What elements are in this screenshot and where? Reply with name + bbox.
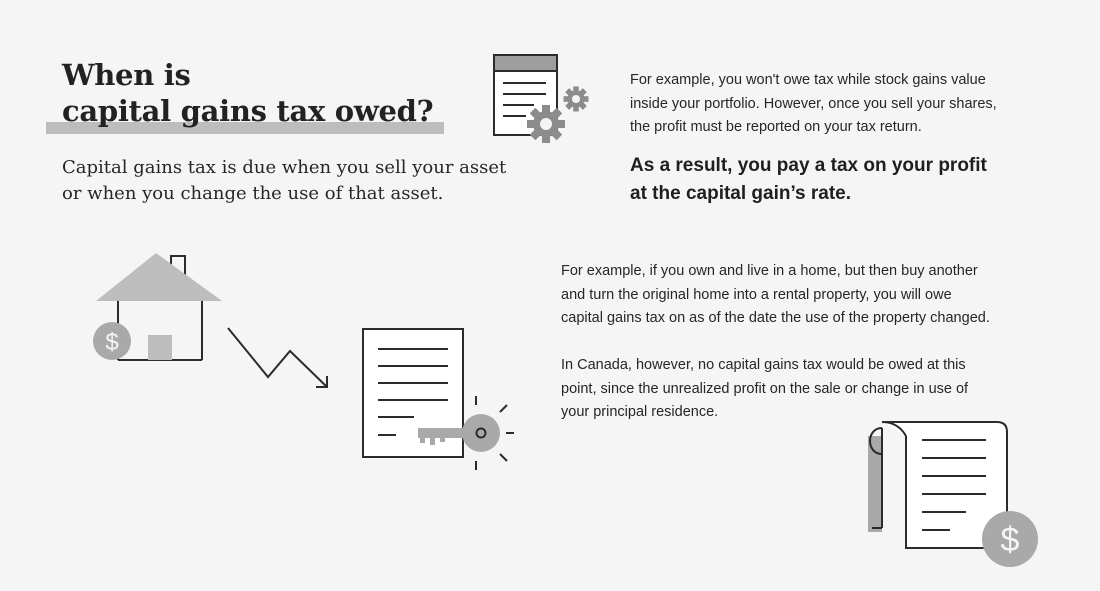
scroll-dollar-icon bbox=[862, 416, 1044, 572]
canada-note-line-3: your principal residence. bbox=[561, 404, 719, 420]
home-example-line-2: and turn the original home into a rental property, you will owe bbox=[561, 286, 952, 303]
zigzag-arrow-icon bbox=[224, 324, 334, 394]
contract-key-icon bbox=[356, 322, 520, 482]
house-dollar-icon bbox=[88, 248, 228, 368]
home-example-text bbox=[561, 260, 1041, 331]
canada-note-text bbox=[561, 354, 1041, 425]
canada-note-line-1: In Canada, however, no capital gains tax would be owed at this bbox=[561, 357, 966, 373]
canada-note-line-2: point, since the unrealized profit on the sale or change in use of bbox=[561, 380, 969, 397]
house-dollar-sign: $ bbox=[105, 329, 119, 356]
result-line-1: As a result, you pay a tax on your profit bbox=[630, 155, 987, 176]
document-gears-icon bbox=[488, 50, 598, 148]
intro-line-1: Capital gains tax is due when you sell your asset bbox=[62, 157, 507, 178]
stock-example-line-3: the profit must be reported on your tax return. bbox=[630, 119, 922, 135]
result-statement bbox=[630, 152, 987, 208]
scroll-dollar-sign: $ bbox=[1000, 521, 1020, 559]
title-line-1: When is bbox=[62, 58, 191, 92]
stock-example-text bbox=[630, 69, 1050, 140]
title-line-2: capital gains tax owed? bbox=[62, 94, 434, 128]
intro-text bbox=[62, 155, 532, 207]
stock-example-line-2: inside your portfolio. However, once you sell your shares, bbox=[630, 95, 997, 112]
intro-line-2: or when you change the use of that asset. bbox=[62, 183, 444, 204]
result-line-2: at the capital gain’s rate. bbox=[630, 183, 852, 204]
stock-example-line-1: For example, you won't owe tax while stock gains value bbox=[630, 72, 986, 88]
page-title bbox=[62, 57, 433, 129]
home-example-line-3: capital gains tax on as of the date the use of the property changed. bbox=[561, 310, 990, 326]
home-example-line-1: For example, if you own and live in a home, but then buy another bbox=[561, 263, 978, 279]
